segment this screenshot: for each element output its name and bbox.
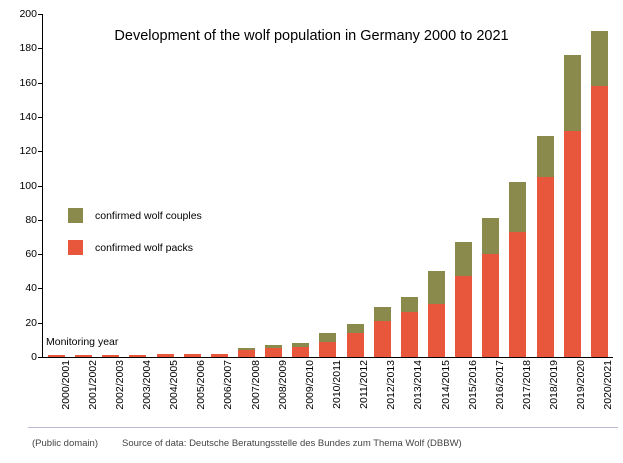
y-tick-mark — [38, 151, 42, 152]
bar-segment-packs — [537, 177, 554, 357]
bar-segment-packs — [292, 347, 309, 357]
bar-segment-packs — [509, 232, 526, 357]
bar-segment-couples — [482, 218, 499, 254]
y-tick-label: 0 — [31, 350, 37, 363]
y-tick-mark — [38, 254, 42, 255]
stacked-bar[interactable] — [319, 333, 336, 357]
x-label-slot — [314, 360, 341, 430]
x-label-slot — [260, 360, 287, 430]
bar-slot — [233, 14, 260, 357]
footer-license: (Public domain) — [32, 438, 98, 449]
stacked-bar[interactable] — [347, 324, 364, 357]
x-tick-label: 2005/2006 — [195, 360, 208, 410]
bar-slot — [260, 14, 287, 357]
x-axis-line — [42, 357, 613, 358]
footer-source: Source of data: Deutsche Beratungsstelle des Bundes zum Thema Wolf (DBBW) — [122, 438, 462, 449]
bar-slot — [179, 14, 206, 357]
legend-swatch-packs — [68, 240, 83, 255]
bar-segment-packs — [48, 355, 65, 357]
x-label-slot — [342, 360, 369, 430]
x-tick-label: 2001/2002 — [86, 360, 99, 410]
bar-slot — [450, 14, 477, 357]
x-label-slot — [504, 360, 531, 430]
bar-segment-couples — [319, 333, 336, 342]
x-label-slot — [396, 360, 423, 430]
bar-segment-couples — [564, 55, 581, 130]
plot-area — [19, 7, 613, 363]
x-label-slot — [477, 360, 504, 430]
bar-segment-packs — [102, 355, 119, 357]
x-tick-label: 2009/2010 — [303, 360, 316, 410]
y-tick-mark — [38, 48, 42, 49]
y-tick-mark — [38, 220, 42, 221]
x-label-slot — [152, 360, 179, 430]
x-tick-label: 2011/2012 — [358, 360, 371, 409]
x-label-slot — [233, 360, 260, 430]
bar-segment-couples — [591, 31, 608, 86]
bar-segment-packs — [482, 254, 499, 357]
chart-legend — [68, 208, 202, 272]
bar-slot — [97, 14, 124, 357]
bar-slot — [287, 14, 314, 357]
y-tick-label: 60 — [25, 247, 37, 260]
bar-slot — [342, 14, 369, 357]
y-tick-label: 200 — [19, 7, 37, 20]
y-tick-label: 160 — [19, 76, 37, 89]
bar-slot — [314, 14, 341, 357]
y-tick-mark — [38, 357, 42, 358]
y-tick-label: 100 — [19, 179, 37, 192]
x-tick-label: 2018/2019 — [548, 360, 561, 410]
bar-segment-packs — [265, 348, 282, 357]
bar-segment-couples — [347, 324, 364, 333]
bar-segment-couples — [509, 182, 526, 232]
bar-slot — [70, 14, 97, 357]
bar-slot — [504, 14, 531, 357]
x-tick-label: 2002/2003 — [113, 360, 126, 410]
legend-item-couples — [68, 208, 202, 223]
stacked-bar[interactable] — [48, 355, 65, 357]
bar-segment-packs — [238, 350, 255, 357]
x-label-slot — [450, 360, 477, 430]
x-label-slot — [532, 360, 559, 430]
x-tick-label: 2017/2018 — [520, 360, 533, 410]
x-label-slot — [369, 360, 396, 430]
x-tick-label: 2003/2004 — [140, 360, 153, 410]
bar-segment-couples — [374, 307, 391, 321]
x-tick-label: 2015/2016 — [466, 360, 479, 410]
bar-segment-packs — [75, 355, 92, 357]
x-axis-labels — [43, 360, 613, 430]
x-tick-label: 2006/2007 — [222, 360, 235, 410]
x-tick-label: 2013/2014 — [412, 360, 425, 410]
bar-slot — [396, 14, 423, 357]
y-tick-label: 80 — [25, 213, 37, 226]
legend-label-couples: confirmed wolf couples — [95, 209, 202, 222]
x-label-slot — [179, 360, 206, 430]
stacked-bar[interactable] — [75, 355, 92, 357]
x-label-slot — [124, 360, 151, 430]
stacked-bar[interactable] — [157, 354, 174, 357]
x-label-slot — [70, 360, 97, 430]
x-label-slot — [423, 360, 450, 430]
bar-segment-couples — [455, 242, 472, 276]
stacked-bar[interactable] — [211, 354, 228, 357]
x-tick-label: 2008/2009 — [276, 360, 289, 410]
stacked-bar[interactable] — [509, 182, 526, 357]
bar-segment-packs — [211, 354, 228, 357]
y-tick-mark — [38, 323, 42, 324]
x-tick-label: 2020/2021 — [602, 360, 615, 410]
stacked-bar[interactable] — [401, 297, 418, 357]
stacked-bar[interactable] — [265, 345, 282, 357]
y-tick-mark — [38, 14, 42, 15]
bar-slot — [206, 14, 233, 357]
stacked-bar[interactable] — [482, 218, 499, 357]
x-label-slot — [586, 360, 613, 430]
y-tick-label: 20 — [25, 316, 37, 329]
y-tick-label: 40 — [25, 282, 37, 295]
bars-container — [43, 14, 613, 357]
bar-segment-packs — [347, 333, 364, 357]
bar-slot — [43, 14, 70, 357]
footer-divider — [28, 427, 618, 428]
x-label-slot — [43, 360, 70, 430]
bar-segment-packs — [455, 276, 472, 357]
bar-segment-packs — [428, 304, 445, 357]
stacked-bar[interactable] — [238, 348, 255, 357]
bar-slot — [477, 14, 504, 357]
legend-label-packs: confirmed wolf packs — [95, 241, 194, 254]
bar-segment-couples — [537, 136, 554, 177]
x-tick-label: 2014/2015 — [439, 360, 452, 410]
y-tick-label: 140 — [19, 110, 37, 123]
x-tick-label: 2004/2005 — [168, 360, 181, 410]
bar-segment-packs — [401, 312, 418, 357]
bar-segment-couples — [428, 271, 445, 304]
stacked-bar[interactable] — [537, 136, 554, 357]
stacked-bar[interactable] — [129, 355, 146, 357]
x-tick-label: 2010/2011 — [330, 360, 343, 409]
stacked-bar[interactable] — [591, 31, 608, 357]
bar-segment-packs — [564, 131, 581, 357]
legend-item-packs — [68, 240, 202, 255]
y-tick-mark — [38, 288, 42, 289]
bar-slot — [369, 14, 396, 357]
y-tick-mark — [38, 117, 42, 118]
y-tick-label: 120 — [19, 144, 37, 157]
bar-segment-packs — [591, 86, 608, 357]
x-tick-label: 2012/2013 — [385, 360, 398, 410]
bar-segment-packs — [319, 342, 336, 357]
chart-title: Development of the wolf population in Germany 2000 to 2021 — [114, 28, 509, 44]
stacked-bar[interactable] — [184, 354, 201, 357]
x-label-slot — [206, 360, 233, 430]
x-tick-label: 2019/2020 — [575, 360, 588, 410]
stacked-bar[interactable] — [564, 55, 581, 357]
bar-segment-packs — [184, 354, 201, 357]
stacked-bar[interactable] — [102, 355, 119, 357]
stacked-bar[interactable] — [455, 242, 472, 357]
x-label-slot — [559, 360, 586, 430]
stacked-bar[interactable] — [292, 343, 309, 357]
legend-swatch-couples — [68, 208, 83, 223]
bar-segment-packs — [374, 321, 391, 357]
x-label-slot — [97, 360, 124, 430]
bar-slot — [586, 14, 613, 357]
x-tick-label: 2000/2001 — [59, 360, 72, 410]
x-tick-label: 2016/2017 — [493, 360, 506, 410]
bar-segment-couples — [401, 297, 418, 312]
stacked-bar[interactable] — [374, 307, 391, 357]
y-tick-label: 180 — [19, 42, 37, 55]
y-tick-mark — [38, 186, 42, 187]
monitoring-year-annotation: Monitoring year — [46, 336, 119, 348]
bar-segment-packs — [129, 355, 146, 357]
bar-slot — [423, 14, 450, 357]
y-tick-mark — [38, 83, 42, 84]
x-tick-label: 2007/2008 — [249, 360, 262, 410]
bar-segment-packs — [157, 354, 174, 357]
bar-slot — [152, 14, 179, 357]
stacked-bar[interactable] — [428, 271, 445, 357]
bar-slot — [559, 14, 586, 357]
bar-slot — [532, 14, 559, 357]
x-label-slot — [287, 360, 314, 430]
bar-slot — [124, 14, 151, 357]
